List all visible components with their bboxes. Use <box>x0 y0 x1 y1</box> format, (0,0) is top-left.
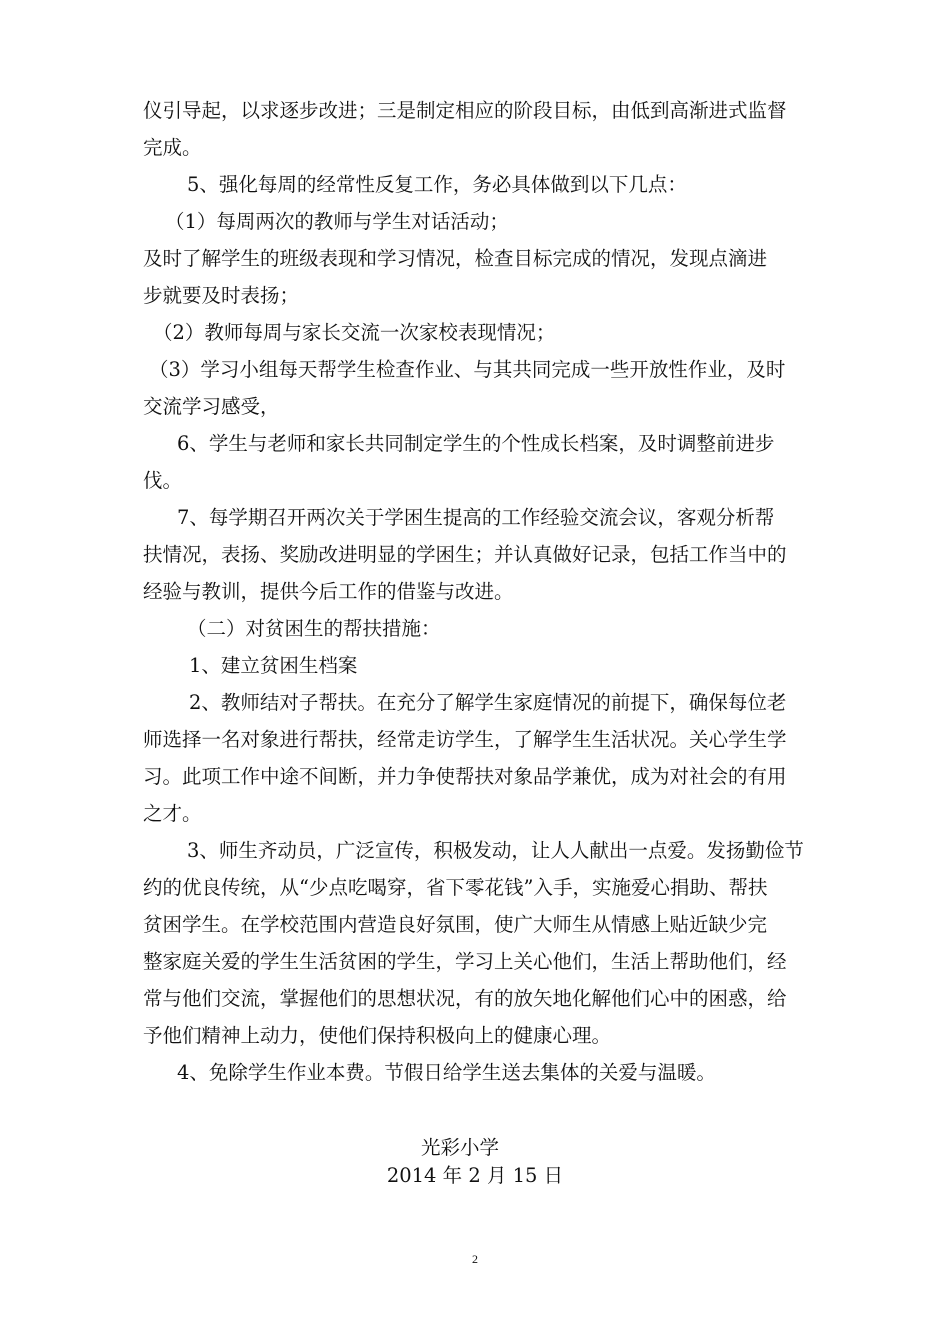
text-line: 常与他们交流，掌握他们的思想状况，有的放矢地化解他们心中的困惑，给 <box>143 987 787 1010</box>
page-number: 2 <box>472 1252 478 1266</box>
text-line: 1、建立贫困生档案 <box>189 654 358 677</box>
text-line: （二）对贫困生的帮扶措施： <box>187 617 441 640</box>
school-name: 光彩小学 <box>420 1136 499 1159</box>
text-line: 6、学生与老师和家长共同制定学生的个性成长档案，及时调整前进步 <box>177 432 775 455</box>
text-line: （3）学习小组每天帮学生检查作业、与其共同完成一些开放性作业，及时 <box>149 358 786 381</box>
text-line: 约的优良传统，从“少点吃喝穿，省下零花钱”入手，实施爱心捐助、帮扶 <box>143 876 768 899</box>
text-line: 3、师生齐动员，广泛宣传，积极发动，让人人献出一点爱。发扬勤俭节 <box>187 839 804 862</box>
text-line: 及时了解学生的班级表现和学习情况，检查目标完成的情况，发现点滴进 <box>143 247 768 270</box>
text-line: （1）每周两次的教师与学生对话活动； <box>165 210 509 233</box>
document-body <box>143 92 863 1091</box>
text-line: 整家庭关爱的学生生活贫困的学生，学习上关心他们，生活上帮助他们，经 <box>143 950 787 973</box>
signature-block <box>0 1134 950 1190</box>
text-line: 仪引导起，以求逐步改进；三是制定相应的阶段目标，由低到高渐进式监督 <box>143 99 787 122</box>
text-line: 7、每学期召开两次关于学困生提高的工作经验交流会议，客观分析帮 <box>177 506 775 529</box>
text-line: 扶情况，表扬、奖励改进明显的学困生；并认真做好记录，包括工作当中的 <box>143 543 787 566</box>
text-line: 步就要及时表扬； <box>143 284 300 307</box>
text-line: 2、教师结对子帮扶。在充分了解学生家庭情况的前提下，确保每位老 <box>189 691 787 714</box>
text-line: 经验与教训，提供今后工作的借鉴与改进。 <box>143 580 514 603</box>
text-line: 贫困学生。在学校范围内营造良好氛围，使广大师生从情感上贴近缺少完 <box>143 913 768 936</box>
text-line: 习。此项工作中途不间断，并力争使帮扶对象品学兼优，成为对社会的有用 <box>143 765 787 788</box>
text-line: 完成。 <box>143 136 202 159</box>
text-line: 5、强化每周的经常性反复工作，务必具体做到以下几点： <box>187 173 687 196</box>
text-line: 之才。 <box>143 802 202 825</box>
text-line: （2）教师每周与家长交流一次家校表现情况； <box>153 321 556 344</box>
text-line: 予他们精神上动力，使他们保持积极向上的健康心理。 <box>143 1024 612 1047</box>
text-line: 交流学习感受， <box>143 395 280 418</box>
text-line: 4、免除学生作业本费。节假日给学生送去集体的关爱与温暖。 <box>177 1061 716 1084</box>
document-date: 2014 年 2 月 15 日 <box>386 1164 564 1187</box>
text-line: 师选择一名对象进行帮扶，经常走访学生，了解学生生活状况。关心学生学 <box>143 728 787 751</box>
text-line: 伐。 <box>143 469 183 492</box>
